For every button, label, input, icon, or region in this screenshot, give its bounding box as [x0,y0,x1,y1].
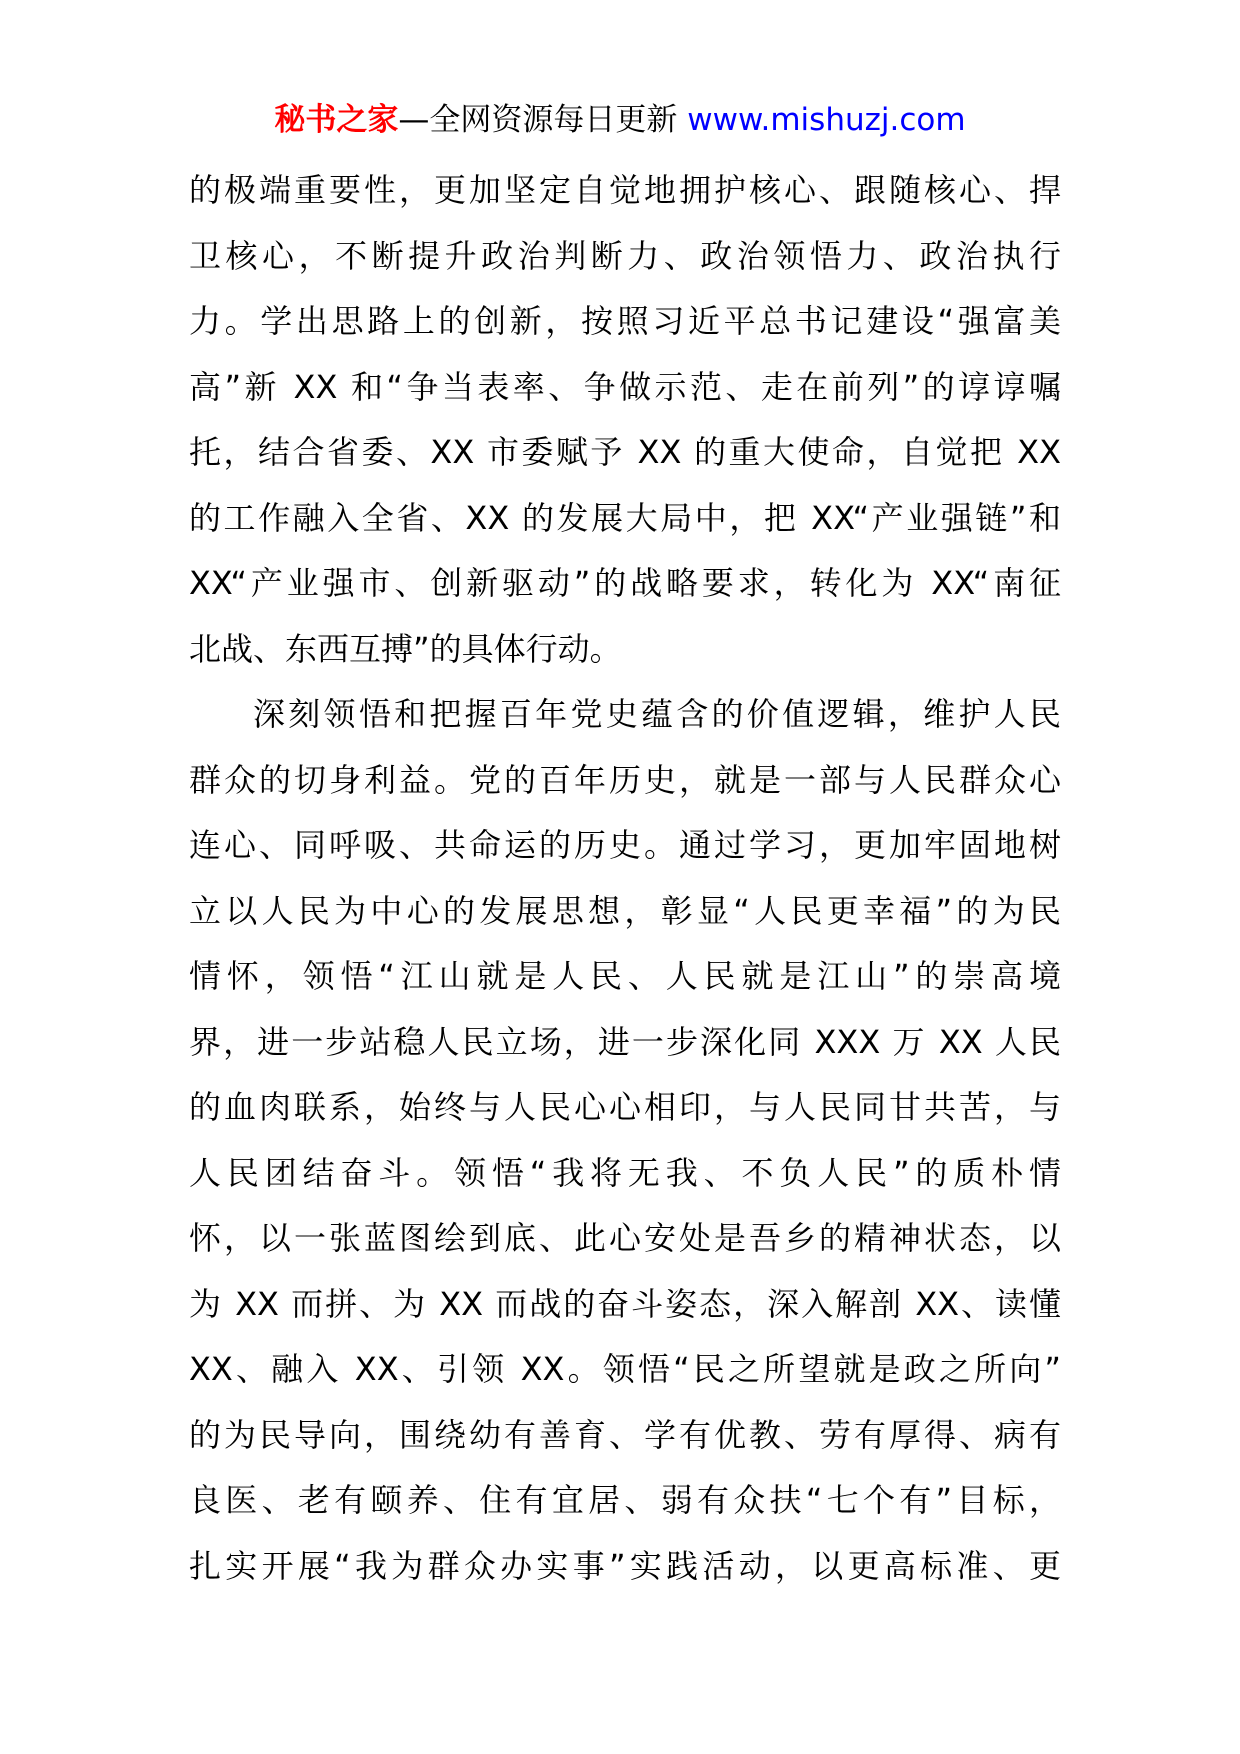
text-line: 怀，以一张蓝图绘到底、此心安处是吾乡的精神状态，以 [189,1219,1061,1257]
text-line: 连心、同呼吸、共命运的历史。通过学习，更加牢固地树 [189,826,1061,864]
text-line: 界，进一步站稳人民立场，进一步深化同 XXX 万 XX 人民 [189,1022,1061,1061]
site-url-link[interactable]: www.mishuzj.com [687,102,966,138]
text-line: 深刻领悟和把握百年党史蕴含的价值逻辑，维护人民 [253,695,1061,733]
text-line: 卫核心，不断提升政治判断力、政治领悟力、政治执行 [189,236,1061,275]
text-line: 的血肉联系，始终与人民心心相印，与人民同甘共苦，与 [189,1088,1061,1126]
brand-name: 秘书之家 [274,102,399,138]
text-line: 托，结合省委、XX 市委赋予 XX 的重大使命，自觉把 XX [189,433,1061,471]
text-line: 良医、老有颐养、住有宜居、弱有众扶“七个有”目标， [189,1481,1061,1519]
paragraph-1 [189,158,1061,682]
text-line: 情怀，领悟“江山就是人民、人民就是江山”的崇高境 [189,957,1061,995]
text-line: 高”新 XX 和“争当表率、争做示范、走在前列”的谆谆嘱 [189,367,1061,406]
text-line: 群众的切身利益。党的百年历史，就是一部与人民群众心 [189,760,1061,799]
text-line: 立以人民为中心的发展思想，彰显“人民更幸福”的为民 [189,891,1061,930]
document-body [189,158,1061,1599]
text-line: 的工作融入全省、XX 的发展大局中，把 XX“产业强链”和 [189,498,1061,537]
text-line: 的极端重要性，更加坚定自觉地拥护核心、跟随核心、捍 [189,171,1061,209]
header-tagline: —全网资源每日更新 [398,102,688,138]
text-line: 人民团结奋斗。领悟“我将无我、不负人民”的质朴情 [189,1153,1061,1192]
text-line: 为 XX 而拼、为 XX 而战的奋斗姿态，深入解剖 XX、读懂 [189,1284,1061,1323]
page-header [0,100,1240,140]
text-line: 力。学出思路上的创新，按照习近平总书记建设“强富美 [189,302,1061,340]
text-line: 的为民导向，围绕幼有善育、学有优教、劳有厚得、病有 [189,1415,1061,1454]
paragraph-2 [189,682,1061,1599]
text-line: XX“产业强市、创新驱动”的战略要求，转化为 XX“南征 [189,564,1061,602]
text-line: 扎实开展“我为群众办实事”实践活动，以更高标准、更 [189,1546,1061,1585]
text-line: 北战、东西互搏”的具体行动。 [189,629,622,668]
text-line: XX、融入 XX、引领 XX。领悟“民之所望就是政之所向” [189,1350,1061,1388]
